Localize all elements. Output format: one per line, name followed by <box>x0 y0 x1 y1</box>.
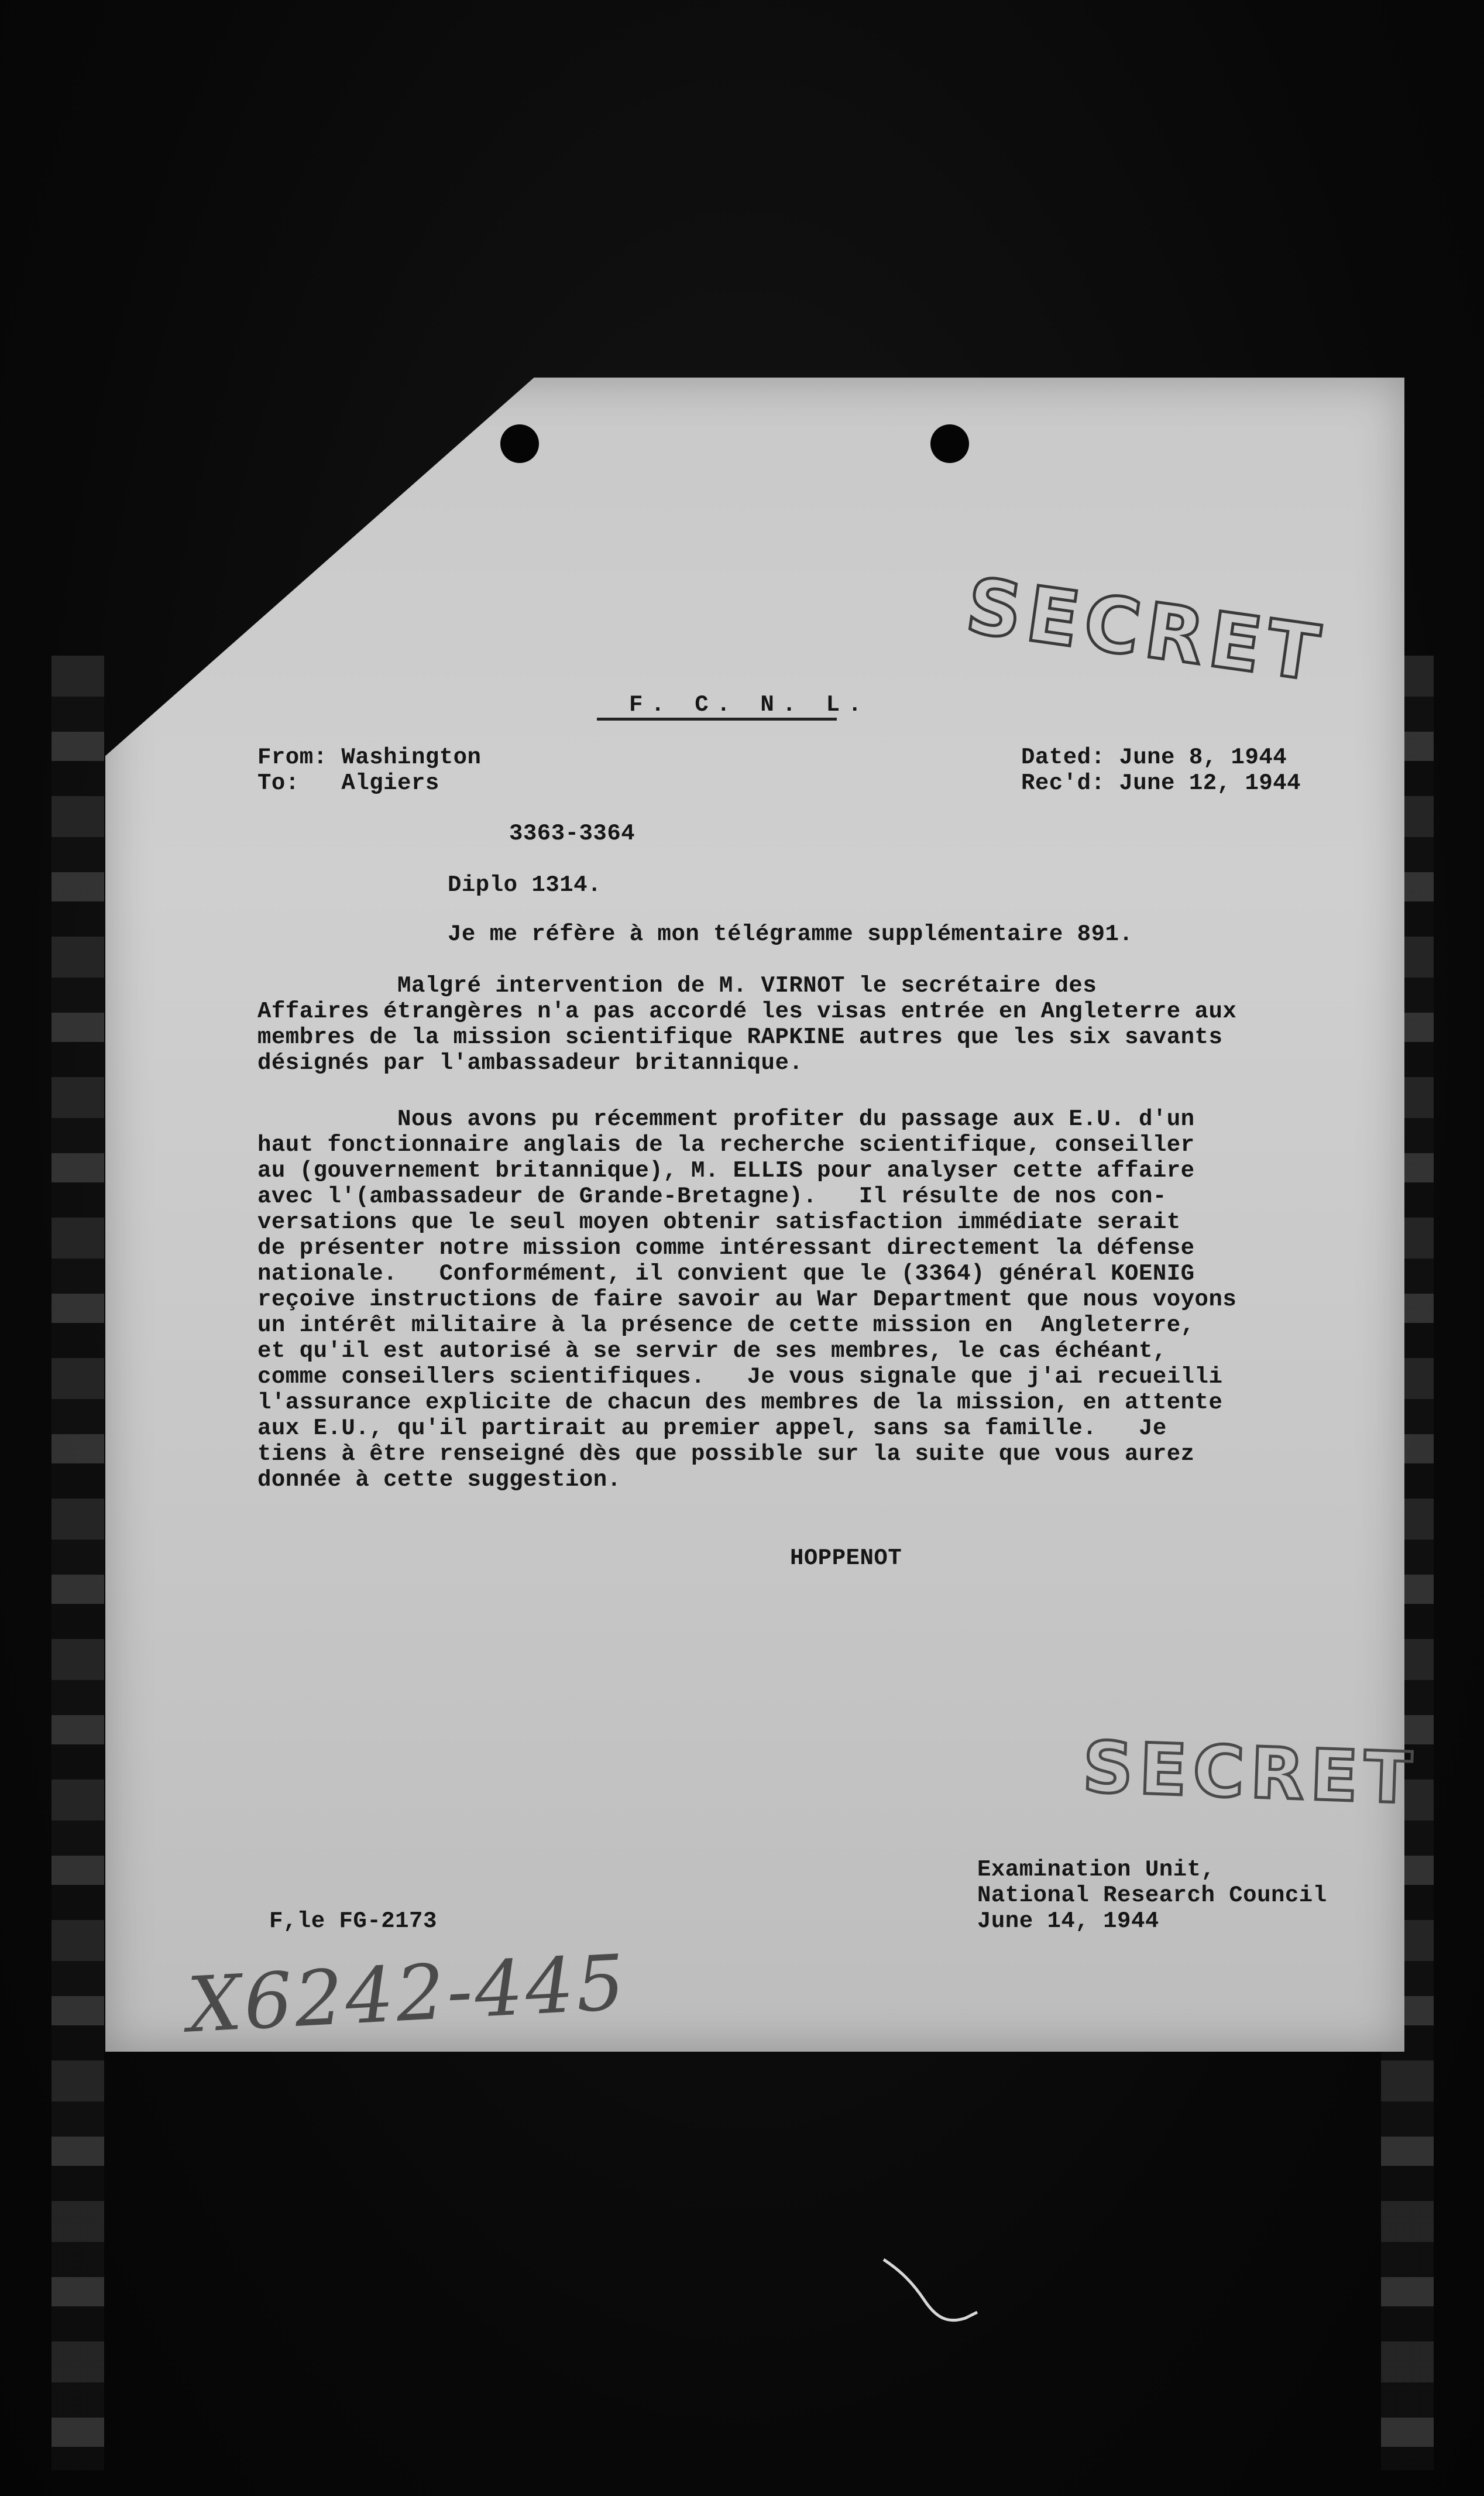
examination-unit-line-1: Examination Unit, <box>977 1857 1215 1883</box>
pen-scribble-mark <box>878 2248 995 2330</box>
secret-stamp-bottom: SECRET <box>1081 1727 1419 1820</box>
paragraph-2: Malgré intervention de M. VIRNOT le secrétaire des Affaires étrangères n'a pas accordé les visas entrée en Angleterre aux membres de la mission scientifique RAPKINE autres que les six savants désignés par l'ambassadeur britannique. <box>257 973 1237 1076</box>
diplo-number: Diplo 1314. <box>448 872 602 898</box>
received-line: Rec'd: June 12, 1944 <box>1021 770 1301 796</box>
paragraph-3: Nous avons pu récemment profiter du passage aux E.U. d'un haut fonctionnaire anglais de la recherche scientifique, conseiller au (gouvernement britannique), M. ELLIS pour analyser cette affaire avec l'(ambassadeur de Grande-Bretagne). Il résulte de nos con- versations que le seul moyen obtenir satisfaction immédiate serait de présenter notre mission comme intéressant directement la défense nationale. Conformément, il convient que le (3364) général KOENIG reçoive instructions de faire savoir au War Department que nous voyons un intérêt militaire à la présence de cette mission en Angleterre, et qu'il est autorisé à se servir de ses membres, le cas échéant, comme conseillers scientifiques. Je vous signale que j'ai recueilli l'assurance explicite de chacun des membres de la mission, en attente aux E.U., qu'il partirait au premier appel, sans sa famille. Je tiens à être renseigné dès que possible sur la suite que vous aurez donnée à cette suggestion. <box>257 1106 1237 1493</box>
to-line: To: Algiers <box>257 770 439 796</box>
examination-unit-date: June 14, 1944 <box>977 1908 1159 1934</box>
heading-underline <box>597 718 837 721</box>
document-heading: F. C. N. L. <box>629 692 870 718</box>
file-reference: F,le FG-2173 <box>269 1908 437 1934</box>
punch-hole-right <box>930 424 969 463</box>
signature: HOPPENOT <box>790 1545 902 1571</box>
from-line: From: Washington <box>257 745 482 770</box>
secret-stamp-top: SECRET <box>961 560 1331 700</box>
dated-line: Dated: June 8, 1944 <box>1021 745 1287 770</box>
paragraph-1: Je me réfère à mon télégramme supplémentaire 891. <box>448 921 1133 947</box>
punch-hole-left <box>500 424 539 463</box>
handwritten-note: X6242-445 <box>185 1938 629 2050</box>
message-reference: 3363-3364 <box>509 821 635 846</box>
film-edge-left <box>51 656 104 2470</box>
examination-unit-line-2: National Research Council <box>977 1883 1327 1908</box>
